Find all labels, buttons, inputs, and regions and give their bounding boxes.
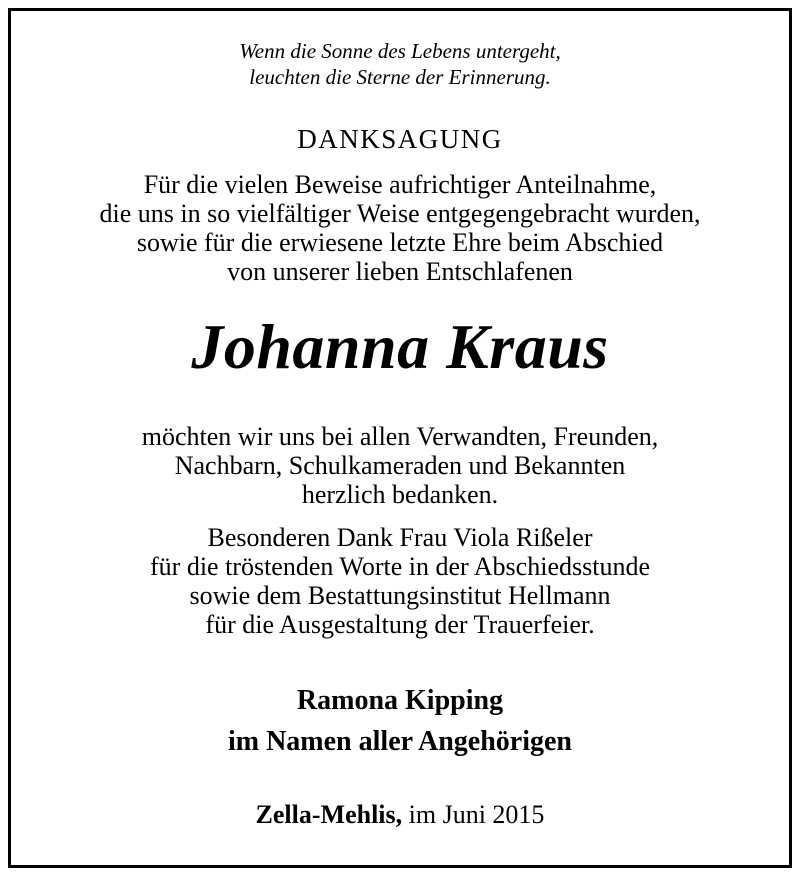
motto-line-1: Wenn die Sonne des Lebens untergeht,	[239, 39, 561, 63]
signature-relation: im Namen aller Angehörigen	[227, 726, 572, 757]
intro-line: von unserer lieben Entschlafenen	[227, 257, 573, 286]
special-thanks-line: Besonderen Dank Frau Viola Rißeler	[207, 523, 593, 552]
special-thanks-line: für die tröstenden Worte in der Abschiedsstunde	[150, 552, 650, 581]
intro-line: sowie für die erwiesene letzte Ehre beim Abschied	[136, 228, 664, 257]
thanks-line: möchten wir uns bei allen Verwandten, Freunden,	[141, 422, 659, 451]
footer-place: Zella-Mehlis,	[255, 800, 403, 829]
deceased-name: Johanna Kraus	[191, 311, 609, 382]
signature-name: Ramona Kipping	[296, 685, 504, 716]
intro-line: Für die vielen Beweise aufrichtiger Anteilnahme,	[143, 170, 657, 199]
thanks-line: herzlich bedanken.	[301, 480, 499, 509]
special-thanks-line: für die Ausgestaltung der Trauerfeier.	[205, 610, 595, 639]
intro-line: die uns in so vielfältiger Weise entgegengebracht wurden,	[99, 199, 701, 228]
thanks-line: Nachbarn, Schulkameraden und Bekannten	[174, 451, 626, 480]
place-and-date	[0, 800, 800, 830]
special-thanks-line: sowie dem Bestattungsinstitut Hellmann	[189, 581, 611, 610]
footer-date: im Juni 2015	[408, 800, 545, 829]
heading-danksagung: DANKSAGUNG	[297, 124, 503, 154]
motto-line-2: leuchten die Sterne der Erinnerung.	[249, 65, 551, 89]
